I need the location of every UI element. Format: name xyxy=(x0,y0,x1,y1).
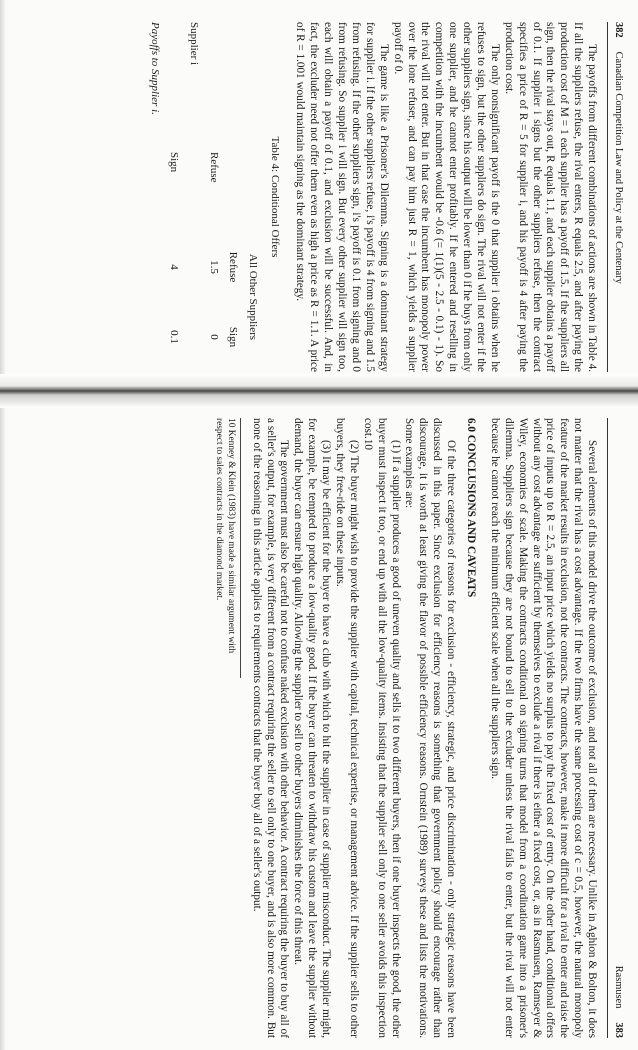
scan-edge-shadow xyxy=(0,0,6,1050)
list-item: (2) The buyer might wish to provide the supplier with capital, technical expertise, or management advice. If the supplier sells to other buyers, they free-ride on these inputs. xyxy=(333,418,360,1038)
row-group-label: Supplier i xyxy=(188,22,201,66)
column-header: Sign xyxy=(227,326,240,348)
paragraph: The government must also be careful not to confuse naked exclusion with other behavior. A contract requiring the buyer to buy all of a seller's output, for example, is very different from a contract requiring the seller to sell only to one buyer, and is also more common. But none of the reasoning in this article applies to requirements contracts that the buyer buy all of a seller's output. xyxy=(250,418,291,1038)
table-caption: Table 4: Conditional Offers xyxy=(268,136,281,258)
book-gutter xyxy=(0,374,638,408)
paragraph: The payoffs from different combinations of actions are shown in Table 4. If all the suppliers refuse, the rival enters, R equals 2.5, and after paying the production cost of M = 1 each supplier has a payoff of 1.5. If the suppliers all sign, then the rival stays out, R equals 1.1, and each supplier obtains a payoff of 0.1. If supplier i signs but the other suppliers refuse, then the contract specifies a price of R = 5 for supplier i, and his payoff is 4 after paying the production cost. xyxy=(502,22,599,372)
paragraph: The only nonsignificant payoff is the 0 that supplier i obtains when he refuses to sign, but the other suppliers do sign. The rival will not enter if the other suppliers sign, since his output will be lower than 0 if he buys from only one supplier, and he cannot enter profitably. If he entered and reselling in competition with the incumbent would be -0.6 (= 1(1)(5 - 2.5 - 0.1) - 1). So the rival will not enter. But in that case the incumbent has monopoly power over the lone refuser, and can pay him just R = 1, which yields a supplier payoff of 0. xyxy=(391,22,501,372)
footnote: 10 Kenney & Klein (1983) have made a similar argument with respect to sales contracts in the diamond market. xyxy=(213,418,241,678)
payoff-table xyxy=(147,22,280,372)
running-header xyxy=(607,22,624,372)
page-number: 383 xyxy=(613,1022,624,1038)
list-item: (3) It may be efficient for the buyer to have a club with which to hit the supplier in case of supplier misconduct. The supplier might, for example, be tempted to produce a low-quality good. If the buyer can threaten to withdraw his custom and leave the supplier without demand, the buyer can ensure high quality. Allowing the supplier to sell to other buyers diminishes the force of this threat. xyxy=(292,418,333,1038)
table-cell: 0 xyxy=(207,334,220,340)
page-number: 382 xyxy=(613,22,624,38)
row-label: Refuse xyxy=(207,152,220,183)
running-title: Rasmusen xyxy=(613,965,624,1009)
list-item: (1) If a supplier produces a good of uneven quality and sells it to two different buyers, then if one buyer inspects the good, the other buyer must inspect it too, or end up with all the low-quality items. Insisting that the supplier sell only to one seller avoids this inspection cost.10 xyxy=(361,418,402,1038)
table-cell: 4 xyxy=(168,264,181,270)
paragraph: Of the three categories of reasons for exclusion - efficiency, strategic, and price discrimination - only strategic reasons have been discussed in this paper. Since exclusion for efficiency reasons is something that government policy should encourage rather than discourage, it is worth at least giving the flavor of possible efficiency reasons. Ornstein (1989) surveys these and lists the motivations. Some examples are: xyxy=(403,418,458,1038)
table-cell: 1.5 xyxy=(207,260,220,274)
table-note: Payoffs to Supplier i. xyxy=(148,22,161,115)
paragraph: Several elements of this model drive the outcome of exclusion, and not all of them are necessary. Unlike in Aghion & Bolton, it does not matter that the rival has a cost advantage. If the two firms have the same processing cost of c = 0.5, however, the natural monopoly feature of the market results in exclusion, not the contracts. The contracts, however, make it more difficult for a rival to enter and raise the price of inputs up to R = 2.5, an input price which yields no surplus to pay the fixed cost of entry. On the other hand, conditional offers without any cost advantage are sufficient by themselves to exclude a rival if there is either a fixed cost, or, as in Rasmusen, Ramseyer & Wiley, economies of scale. Making the contracts conditional on signing turns that model from a coordination game into a prisoner's dilemma. Suppliers sign because they are not bound to sell to the excluder unless the rival fails to enter, but the rival will not enter because he cannot reach the minimum efficient scale when all the suppliers sign. xyxy=(488,418,599,1038)
page-383 xyxy=(16,418,624,1038)
paragraph: The game is like a Prisoner's Dilemma. Signing is a dominant strategy for supplier i. If the other suppliers refuse, i's payoff is 4 from signing and 1.5 from refusing. If the other suppliers sign, i's payoff is 0.1 from signing and 0 from refusing. So supplier i will sign. But every other supplier will sign too, each will obtain a payoff of 0.1, and exclusion will be successful. And, in fact, the excluder need not offer them even as high a price as R = 1.1. A price of R = 1.001 would maintain signing as the dominant strategy. xyxy=(294,22,390,372)
column-header: Refuse xyxy=(227,251,240,283)
page-382 xyxy=(16,22,624,372)
table-cell: 0.1 xyxy=(168,330,181,344)
section-heading: 6.0 CONCLUSIONS AND CAVEATS xyxy=(464,418,477,598)
row-label: Sign xyxy=(168,152,181,173)
column-group-label: All Other Suppliers xyxy=(246,253,259,341)
running-header xyxy=(607,418,624,1038)
running-title: Canadian Competition Law and Policy at the Centenary xyxy=(613,51,624,284)
